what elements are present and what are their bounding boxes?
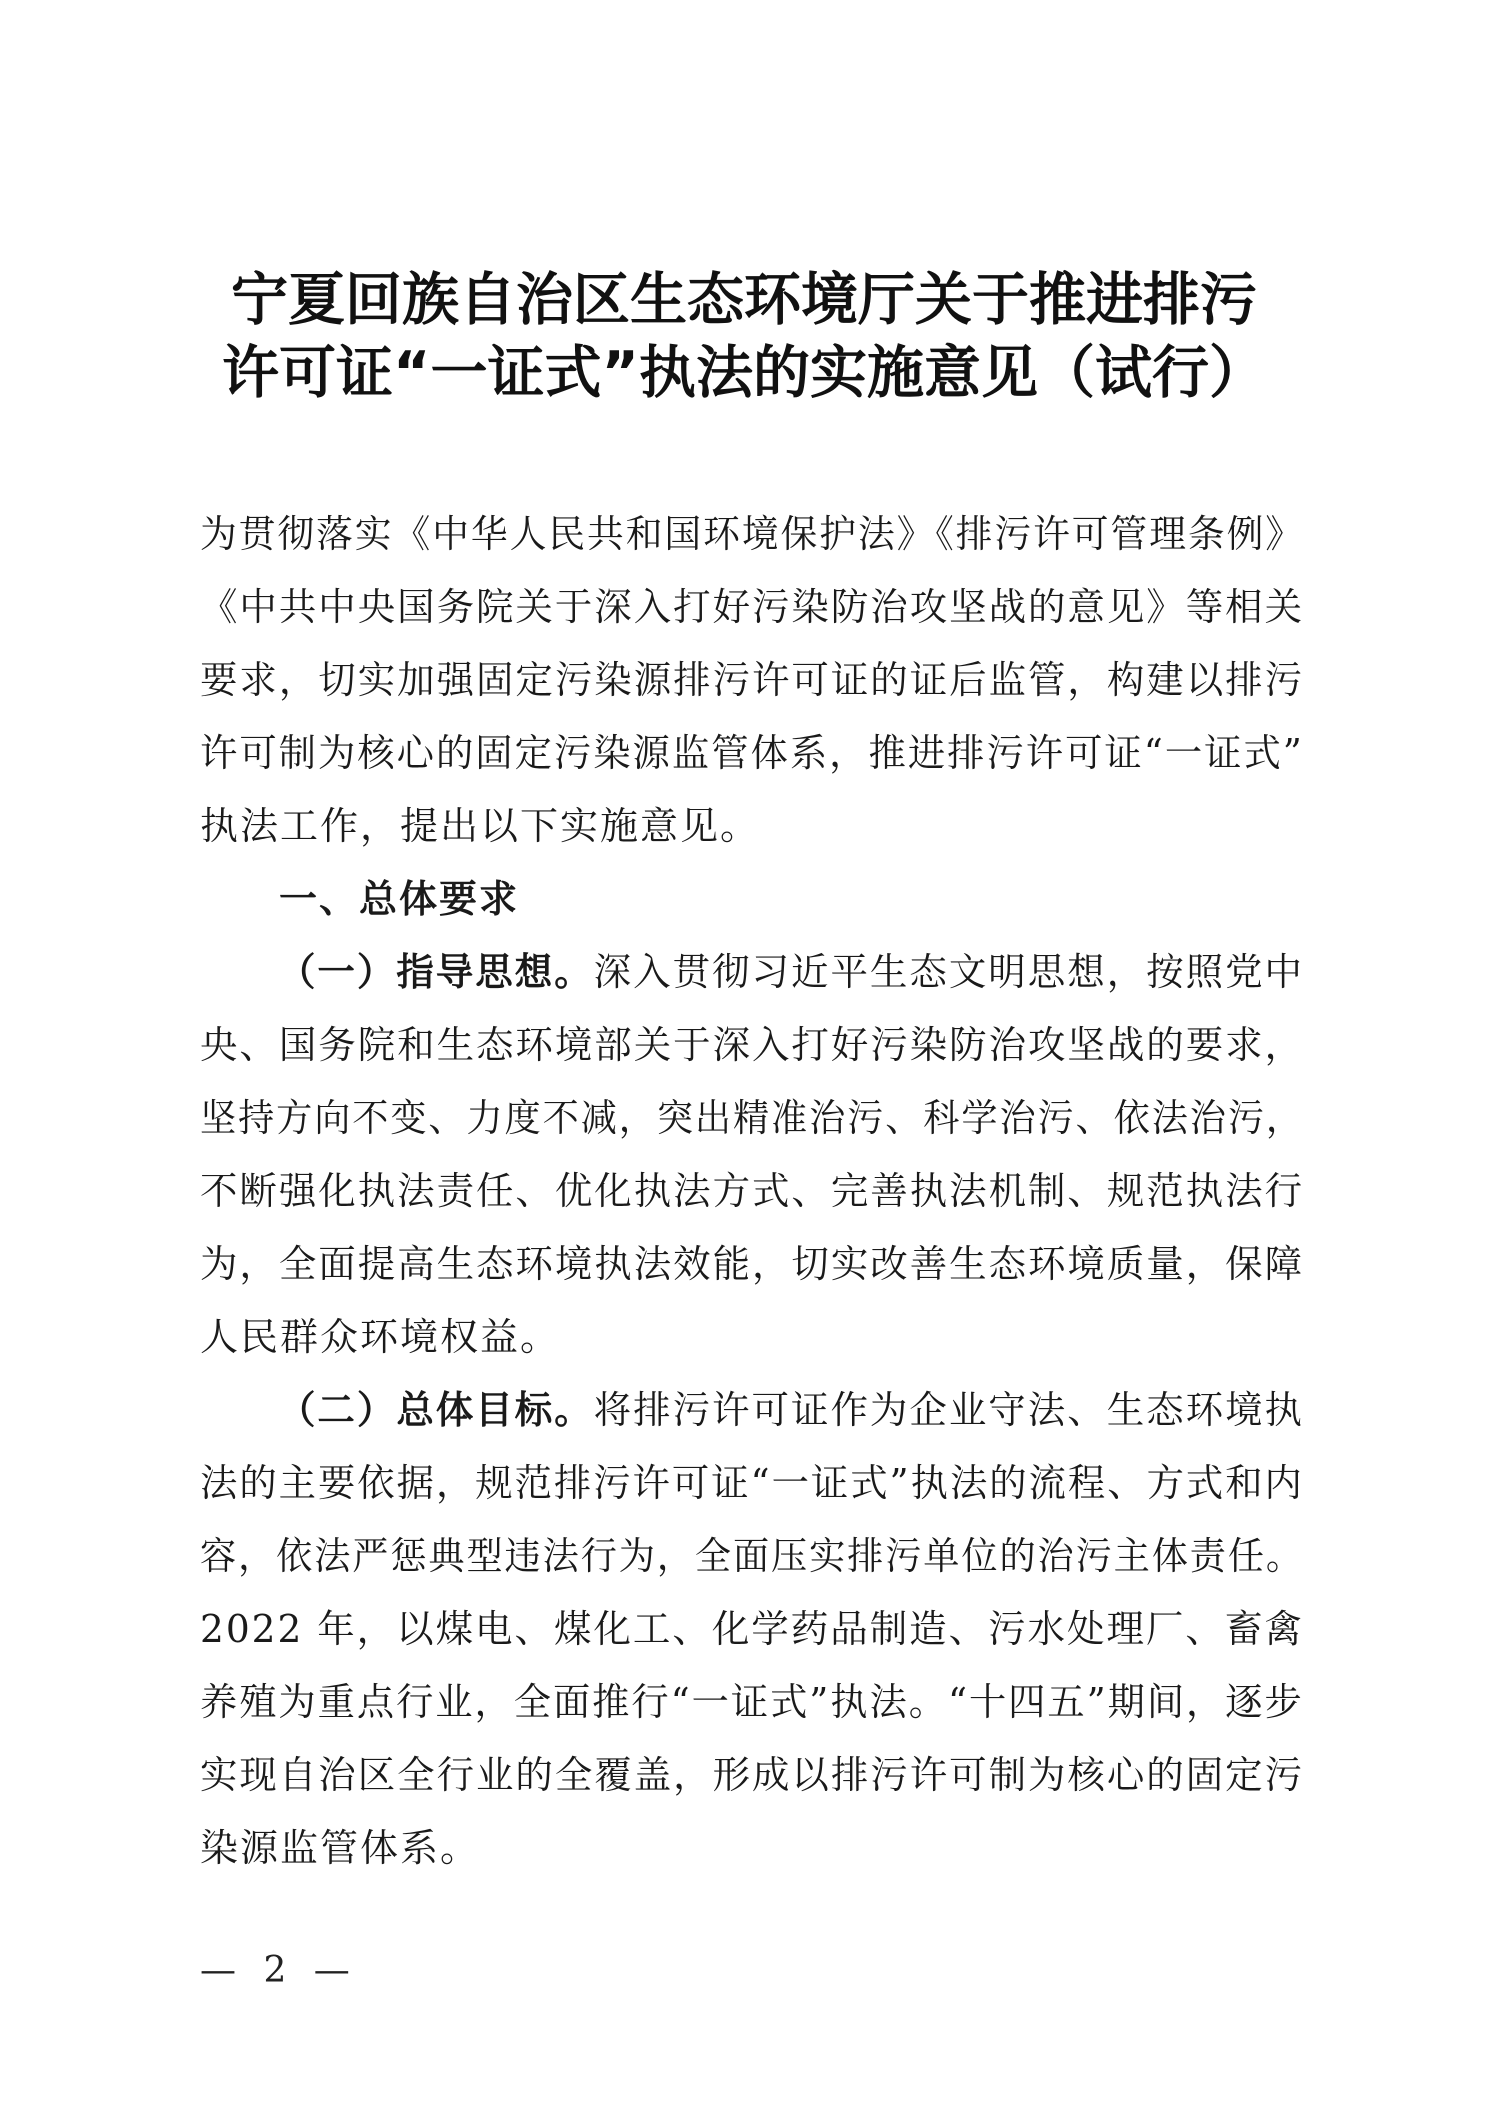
para1-line-3: 坚持方向不变、力度不减，突出精准治污、科学治污、依法治污，	[200, 1096, 1305, 1140]
intro-line-3: 要求，切实加强固定污染源排污许可证的证后监管，构建以排污	[200, 658, 1305, 702]
para2-first-line	[200, 1374, 1305, 1447]
para1-line-2: 央、国务院和生态环境部关于深入打好污染防治攻坚战的要求，	[200, 1023, 1305, 1067]
section-heading-general-requirements: 一、总体要求	[279, 877, 520, 921]
para2-line-6: 实现自治区全行业的全覆盖，形成以排污许可制为核心的固定污	[200, 1753, 1305, 1797]
para2-line-1: 将排污许可证作为企业守法、生态环境执	[593, 1388, 1305, 1432]
intro-line-1: 为贯彻落实《中华人民共和国环境保护法》《排污许可管理条例》	[200, 512, 1305, 556]
para2-lead-overall-goal: （二）总体目标。	[277, 1388, 594, 1432]
title-line-2: 许可证“一证式”执法的实施意见（试行）	[222, 340, 1266, 406]
intro-line-2: 《中共中央国务院关于深入打好污染防治攻坚战的意见》等相关	[200, 585, 1305, 629]
para1-line-4: 不断强化执法责任、优化执法方式、完善执法机制、规范执法行	[200, 1169, 1305, 1213]
para1-line-1: 深入贯彻习近平生态文明思想，按照党中	[593, 950, 1305, 994]
para1-first-line	[200, 936, 1305, 1009]
para1-line-6: 人民群众环境权益。	[200, 1315, 561, 1359]
page-number: — 2 —	[200, 1950, 358, 1991]
para2-line-3: 容，依法严惩典型违法行为，全面压实排污单位的治污主体责任。	[200, 1534, 1305, 1578]
document-title	[150, 262, 1338, 408]
para2-line-7: 染源监管体系。	[200, 1826, 481, 1870]
para2-line-2: 法的主要依据，规范排污许可证“一证式”执法的流程、方式和内	[200, 1461, 1304, 1505]
intro-line-4: 许可制为核心的固定污染源监管体系，推进排污许可证“一证式”	[200, 731, 1304, 775]
para1-line-5: 为，全面提高生态环境执法效能，切实改善生态环境质量，保障	[200, 1242, 1305, 1286]
para2-line-5: 养殖为重点行业，全面推行“一证式”执法。“十四五”期间，逐步	[200, 1680, 1304, 1724]
document-body	[200, 498, 1304, 1885]
para1-lead-guiding-ideology: （一）指导思想。	[277, 950, 594, 994]
para2-line-4: 2022 年，以煤电、煤化工、化学药品制造、污水处理厂、畜禽	[200, 1607, 1304, 1651]
intro-line-5: 执法工作，提出以下实施意见。	[200, 804, 761, 848]
title-line-1: 宁夏回族自治区生态环境厅关于推进排污	[231, 267, 1257, 333]
